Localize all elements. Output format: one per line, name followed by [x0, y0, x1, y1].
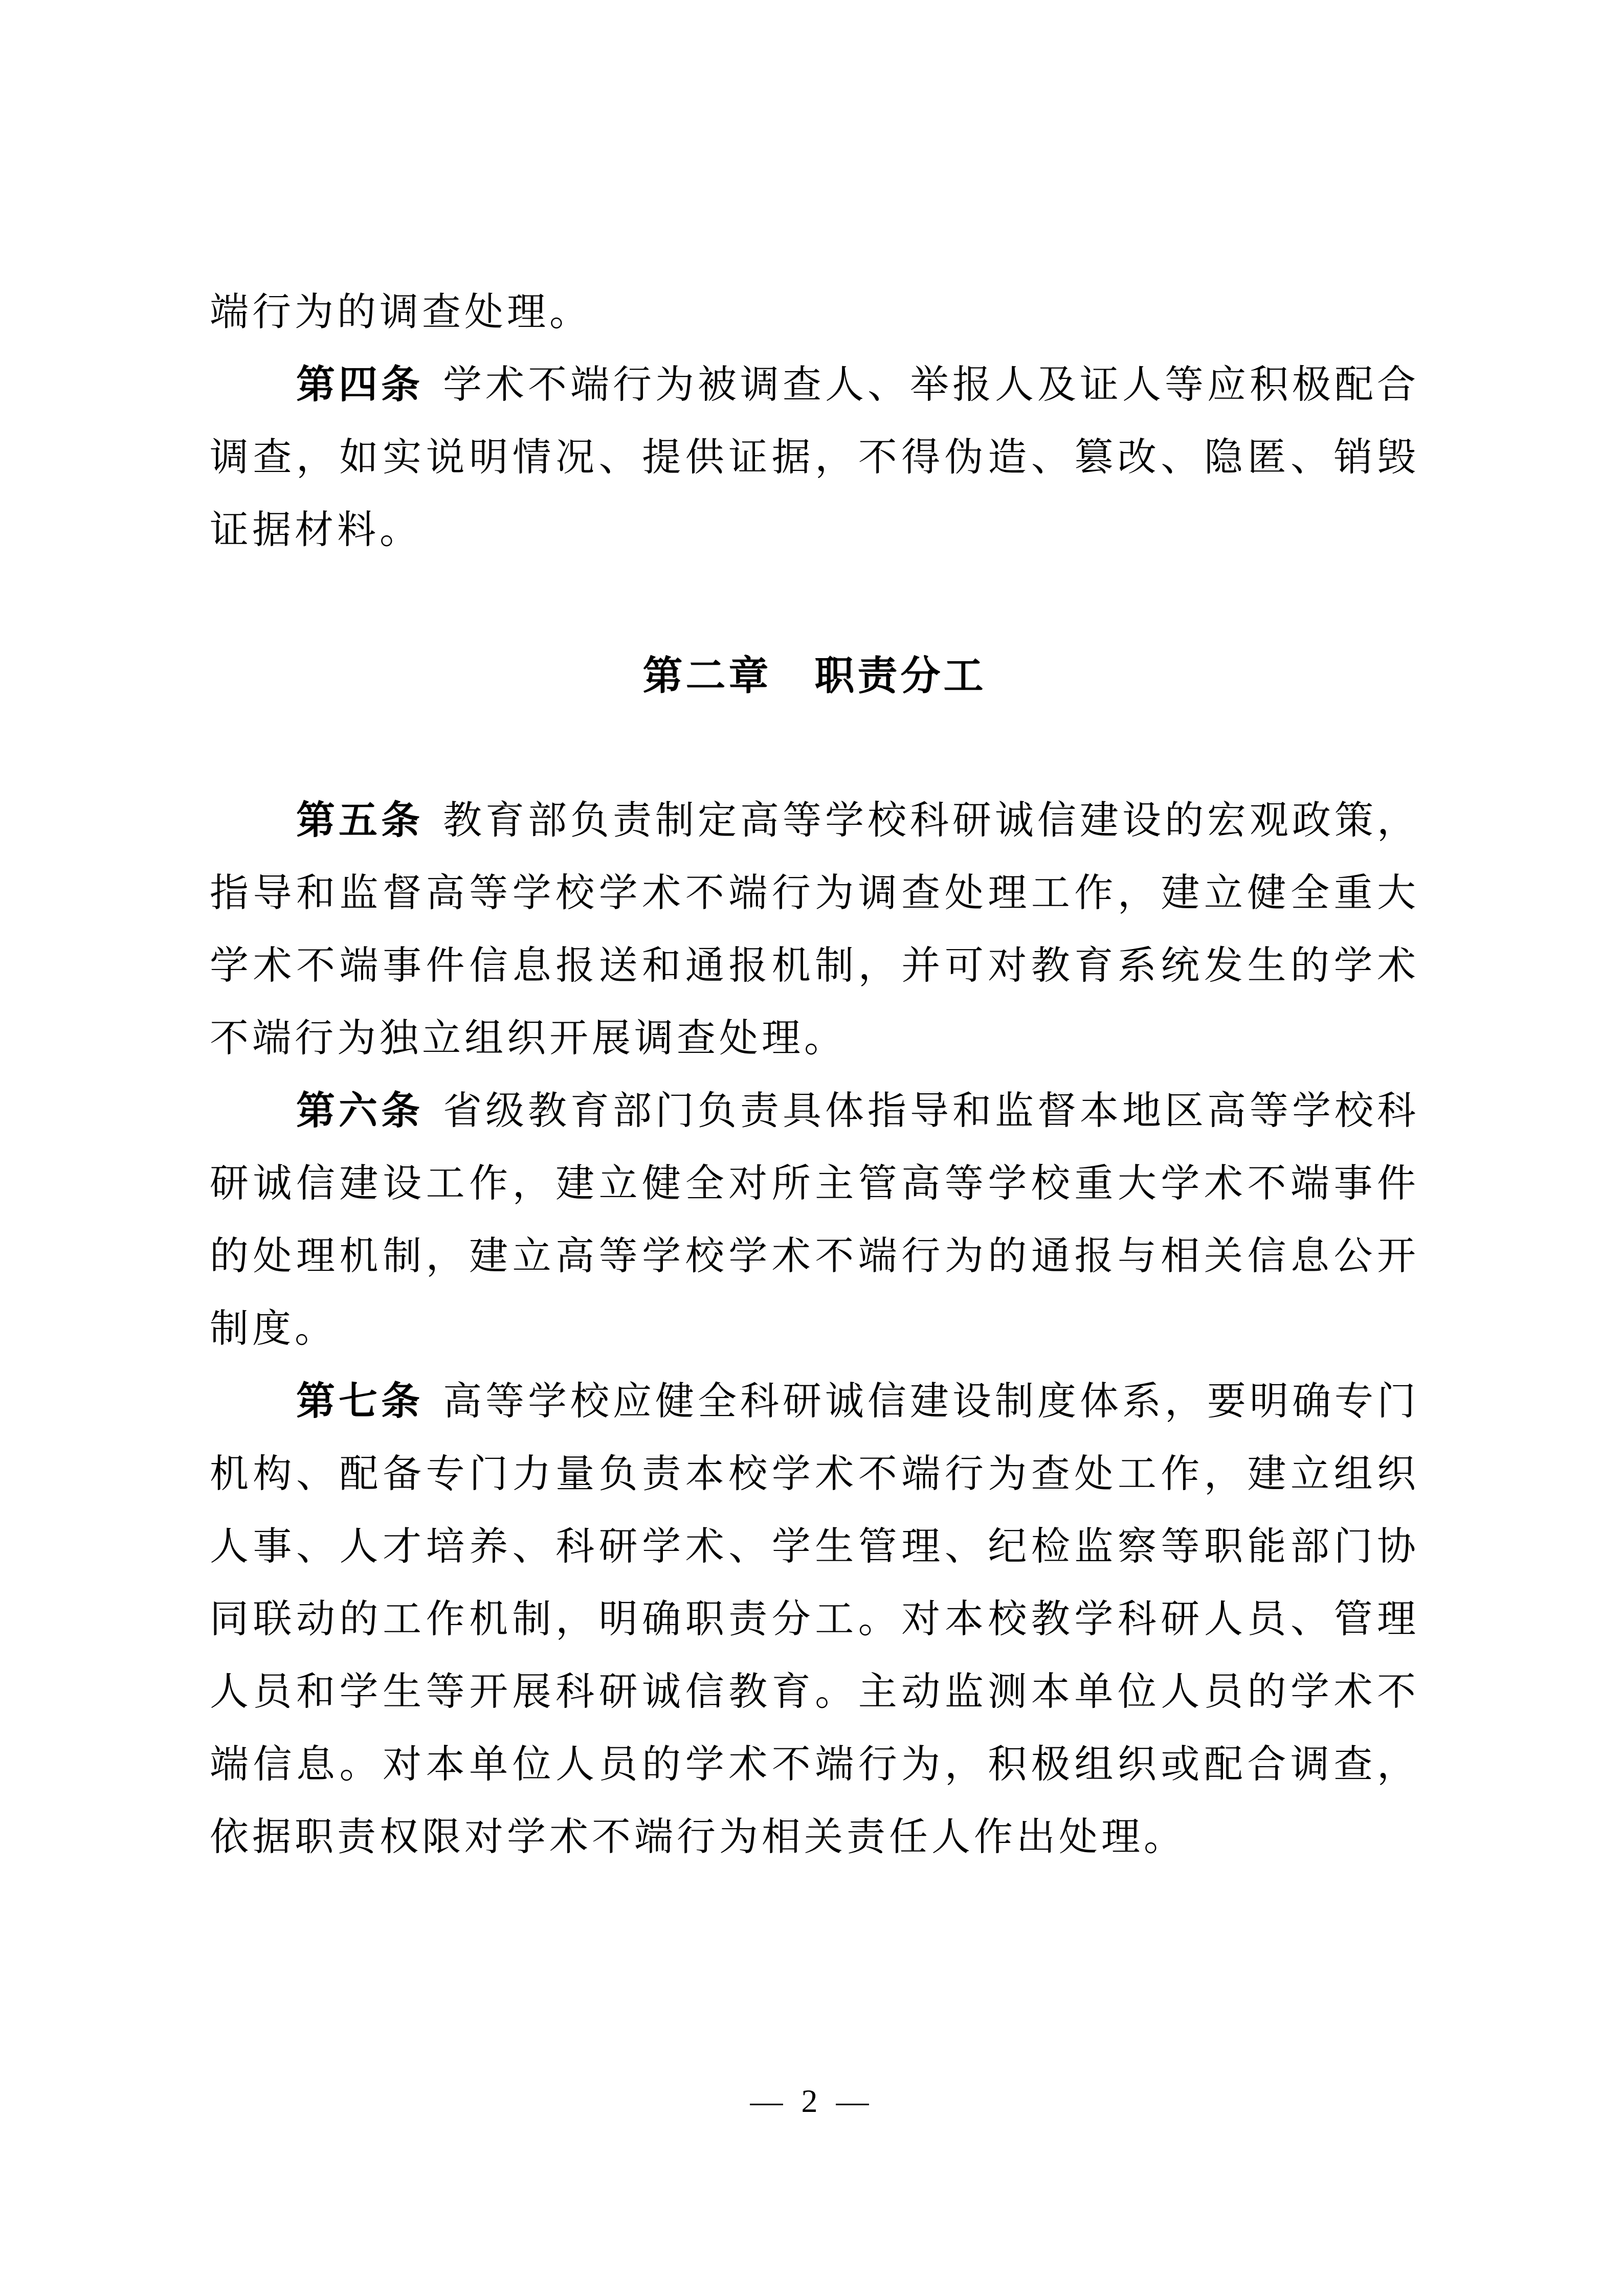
paragraph-article-4: [210, 349, 1419, 567]
article-7-label: 第七条: [296, 1380, 424, 1423]
article-4-text: 学术不端行为被调查人、举报人及证人等应积极配合调查，如实说明情况、提供证据，不得伪造、篡改、隐匿、销毁证据材料。: [210, 364, 1419, 552]
document-body: [210, 276, 1419, 1874]
article-6-text: 省级教育部门负责具体指导和监督本地区高等学校科研诚信建设工作，建立健全对所主管高等学校重大学术不端事件的处理机制，建立高等学校学术不端行为的通报与相关信息公开制度。: [210, 1090, 1419, 1350]
chapter-heading: 第二章 职责分工: [642, 653, 987, 698]
page-number: — 2 —: [750, 2083, 874, 2119]
paragraph-article-7: [210, 1365, 1419, 1874]
article-5-text: 教育部负责制定高等学校科研诚信建设的宏观政策，指导和监督高等学校学术不端行为调查处理工作，建立健全重大学术不端事件信息报送和通报机制，并可对教育系统发生的学术不端行为独立组织开展调查处理。: [210, 799, 1419, 1060]
article-4-label: 第四条: [296, 364, 424, 407]
page-footer: [0, 2082, 1624, 2120]
article-7-text: 高等学校应健全科研诚信建设制度体系，要明确专门机构、配备专门力量负责本校学术不端行为查处工作，建立组织人事、人才培养、科研学术、学生管理、纪检监察等职能部门协同联动的工作机制，明确职责分工。对本校教学科研人员、管理人员和学生等开展科研诚信教育。主动监测本单位人员的学术不端信息。对本单位人员的学术不端行为，积极组织或配合调查，依据职责权限对学术不端行为相关责任人作出处理。: [210, 1380, 1419, 1859]
article-6-label: 第六条: [296, 1090, 424, 1133]
paragraph-article-6: [210, 1075, 1419, 1365]
paragraph-article-5: [210, 784, 1419, 1075]
paragraph-continuation: 端行为的调查处理。: [210, 291, 592, 334]
article-5-label: 第五条: [296, 799, 424, 842]
